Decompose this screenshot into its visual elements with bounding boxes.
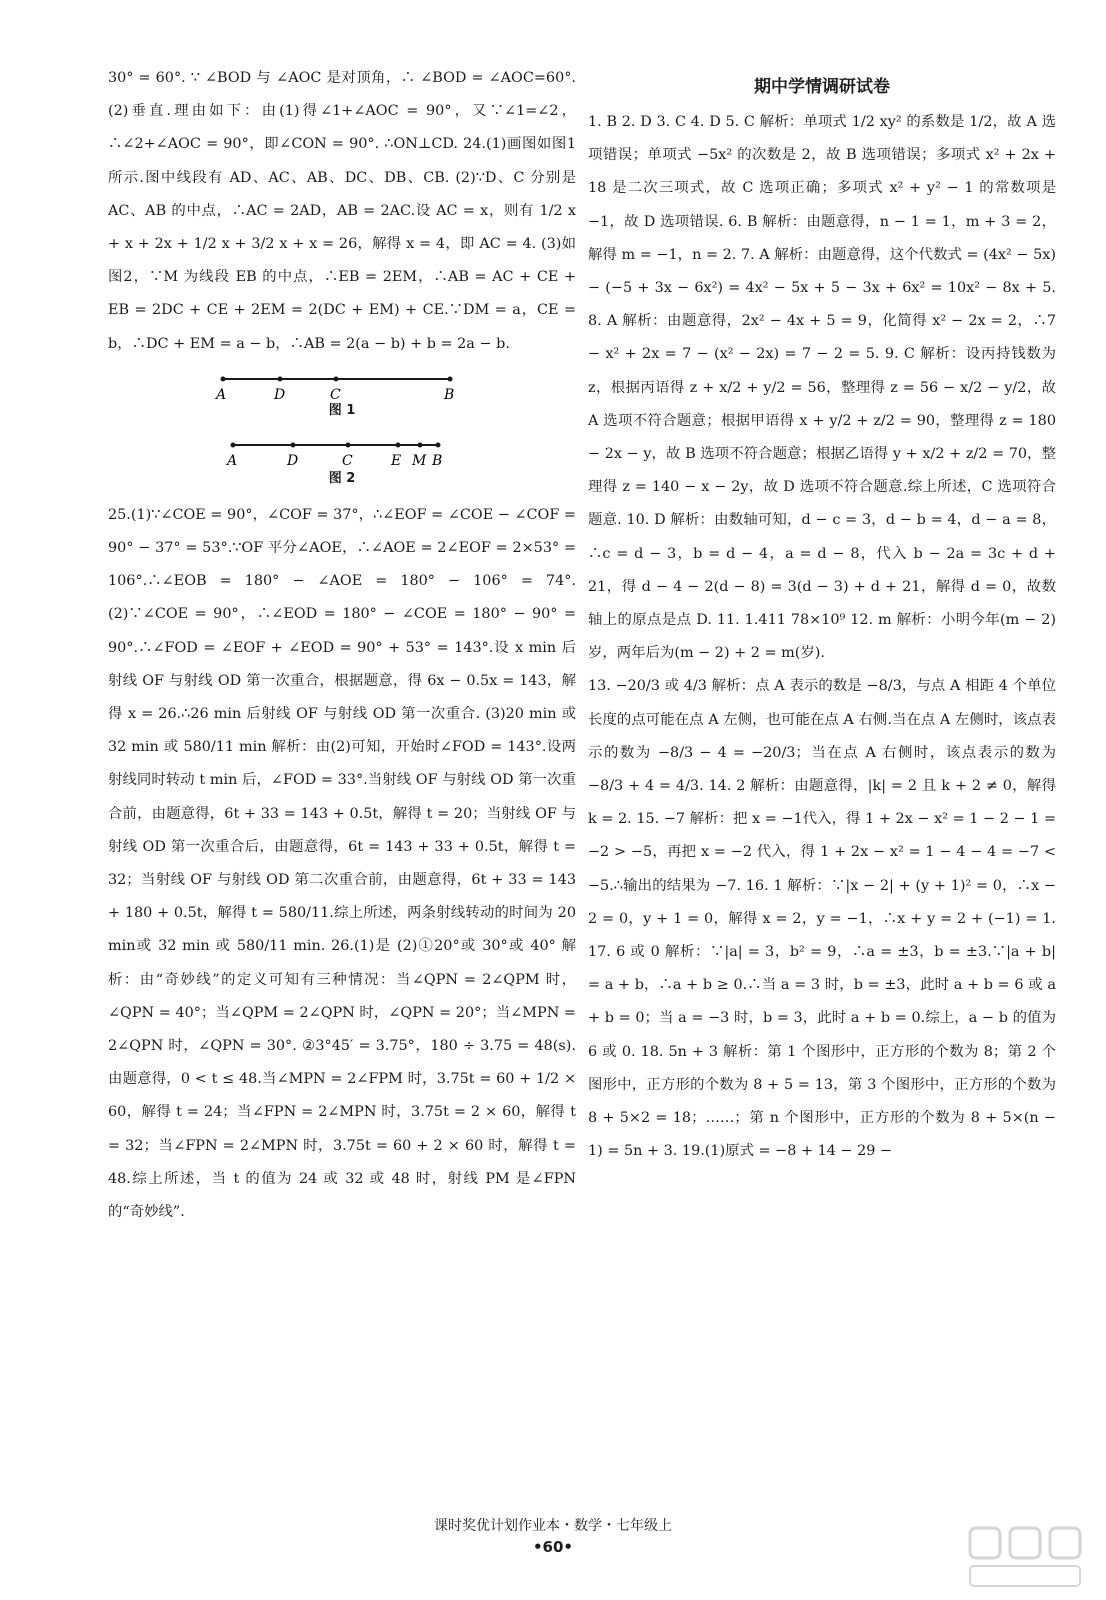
point-a-dot bbox=[221, 376, 226, 381]
fig2-label-c: C bbox=[342, 452, 353, 469]
fig2-label-b: B bbox=[432, 452, 443, 469]
watermark-logo-icon bbox=[966, 1524, 1086, 1590]
point-d2-dot bbox=[291, 442, 296, 447]
fig2-label-a: A bbox=[227, 452, 238, 469]
point-d-dot bbox=[278, 376, 283, 381]
answer-text-13-19: 13. −20/3 或 4/3 解析：点 A 表示的数是 −8/3，与点 A 相距 4 个单位长度的点可能在点 A 左侧，也可能在点 A 右侧.当在点 A 左侧时，该点表示的数为 −8/3 − 4 = −20/3；当在点 A 右侧时，该点表示的数为 −8/3 + 4 = 4/3. 14. 2 解析：由题意得，|k| = 2 且 k + 2 ≠ 0，解得 k = 2. 15. −7 解析：把 x = −1代入，得 1 + 2x − x² = 1 − 2 − 1 = −2 > −5，再把 x = −2 代入，得 1 + 2x − x² = 1 − 4 − 4 = −7 < −5.∴输出的结果为 −7. 16. 1 解析：∵|x − 2| + (y + 1)² = 0，∴x − 2 = 0，y + 1 = 0，解得 x = 2，y = −1，∴x + y = 2 + (−1) = 1. 17. 6 或 0 解析：∵|a| = 3，b² = 9，∴a = ±3，b = ±3.∵|a + b| = a + b，∴a + b ≥ 0.∴当 a = 3 时，b = ±3，此时 a + b = 6 或 a + b = 0；当 a = −3 时，b = 3，此时 a + b = 0.综上，a − b 的值为 6 或 0. 18. 5n + 3 解析：第 1 个图形中，正方形的个数为 8；第 2 个图形中，正方形的个数为 8 + 5 = 13，第 3 个图形中，正方形的个数为 8 + 5×2 = 18；……；第 n 个图形中，正方形的个数为 8 + 5×(n − 1) = 5n + 3. 19.(1)原式 = −8 + 14 − 29 − bbox=[588, 678, 1056, 1160]
fig1-label-a: A bbox=[216, 386, 227, 403]
fig2-label-e: E bbox=[391, 452, 402, 469]
point-e2-dot bbox=[396, 442, 401, 447]
left-column bbox=[108, 62, 576, 1229]
answer-text-1-12: 1. B 2. D 3. C 4. D 5. C 解析：单项式 1/2 xy² 的系数是 1/2，故 A 选项错误；单项式 −5x² 的次数是 2，故 B 选项错误；多项式 x² + 2x + 18 是二次三项式，故 C 选项正确；多项式 x² + y² − 1 的常数项是 −1，故 D 选项错误. 6. B 解析：由题意得，n − 1 = 1，m + 3 = 2，解得 m = −1，n = 2. 7. A 解析：由题意得，这个代数式 = (4x² − 5x) − (−5 + 3x − 6x²) = 4x² − 5x + 5 − 3x + 6x² = 10x² − 8x + 5. 8. A 解析：由题意得，2x² − 4x + 5 = 9，化简得 x² − 2x = 2，∴7 − x² + 2x = 7 − (x² − 2x) = 7 − 2 = 5. 9. C 解析：设丙持钱数为 z，根据丙语得 z + x/2 + y/2 = 56，整理得 z = 56 − x/2 − y/2，故 A 选项不符合题意；根据甲语得 x + y/2 + z/2 = 90，整理得 z = 180 − 2x − y，故 B 选项不符合题意；根据乙语得 y + x/2 + z/2 = 70，整理得 z = 140 − x − 2y，故 D 选项不符合题意.综上所述，C 选项符合题意. 10. D 解析：由数轴可知，d − c = 3，d − b = 4，d − a = 8，∴c = d − 3，b = d − 4，a = d − 8，代入 b − 2a = 3c + d + 21，得 d − 4 − 2(d − 8) = 3(d − 3) + d + 21，解得 d = 0，故数轴上的原点是点 D. 11. 1.411 78×10⁹ 12. m 解析：小明今年(m − 2)岁，两年后为(m − 2) + 2 = m(岁). bbox=[588, 114, 1056, 662]
fig1-label-d: D bbox=[274, 386, 286, 403]
figure-1-caption: 图 1 bbox=[328, 402, 356, 418]
point-a2-dot bbox=[231, 442, 236, 447]
page-number: •60• bbox=[532, 1538, 574, 1556]
figure-2-caption: 图 2 bbox=[328, 470, 356, 486]
figure-2 bbox=[108, 433, 576, 493]
point-m2-dot bbox=[418, 442, 423, 447]
book-title-footer: 课时奖优计划作业本・数学・七年级上 bbox=[434, 1518, 672, 1534]
point-b2-dot bbox=[436, 442, 441, 447]
fig1-label-c: C bbox=[330, 386, 341, 403]
point-c2-dot bbox=[346, 442, 351, 447]
point-b-dot bbox=[448, 376, 453, 381]
point-c-dot bbox=[334, 376, 339, 381]
exam-title: 期中学情调研试卷 bbox=[754, 77, 890, 97]
answer-text-23-24: 30° = 60°. ∵ ∠BOD 与 ∠AOC 是对顶角，∴ ∠BOD = ∠AOC=60°. (2)垂直.理由如下：由(1)得∠1+∠AOC = 90°，又∵∠1=∠2，∴∠2+∠AOC = 90°，即∠CON = 90°. ∴ON⊥CD. 24.(1)画图如图1所示.图中线段有 AD、AC、AB、DC、DB、CB. (2)∵D、C 分别是 AC、AB 的中点，∴AC = 2AD，AB = 2AC.设 AC = x，则有 1/2 x + x + 2x + 1/2 x + 3/2 x + x = 26，解得 x = 4，即 AC = 4. (3)如图2，∵M 为线段 EB 的中点，∴EB = 2EM，∴AB = AC + CE + EB = 2DC + CE + 2EM = 2(DC + EM) + CE.∵DM = a，CE = b，∴DC + EM = a − b，∴AB = 2(a − b) + b = 2a − b. bbox=[108, 70, 576, 352]
figure-1 bbox=[108, 367, 576, 419]
right-column bbox=[588, 62, 1056, 1169]
fig1-label-b: B bbox=[444, 386, 455, 403]
answer-text-25-26: 25.(1)∵∠COE = 90°，∠COF = 37°，∴∠EOF = ∠COE − ∠COF = 90° − 37° = 53°.∵OF 平分∠AOE，∴∠AOE = 2∠EOF = 2×53° = 106°.∴∠EOB = 180° − ∠AOE = 180° − 106° = 74°. (2)∵∠COE = 90°，∴∠EOD = 180° − ∠COE = 180° − 90° = 90°.∴∠FOD = ∠EOF + ∠EOD = 90° + 53° = 143°.设 x min 后射线 OF 与射线 OD 第一次重合，根据题意，得 6x − 0.5x = 143，解得 x = 26.∴26 min 后射线 OF 与射线 OD 第一次重合. (3)20 min 或 32 min 或 580/11 min 解析：由(2)可知，开始时∠FOD = 143°.设两射线同时转动 t min 后，∠FOD = 33°.当射线 OF 与射线 OD 第一次重合前，由题意得，6t + 33 = 143 + 0.5t，解得 t = 20；当射线 OF 与射线 OD 第一次重合后，由题意得，6t = 143 + 33 + 0.5t，解得 t = 32；当射线 OF 与射线 OD 第二次重合前，由题意得，6t + 33 = 143 + 180 + 0.5t，解得 t = 580/11.综上所述，两条射线转动的时间为 20 min或 32 min 或 580/11 min. 26.(1)是 (2)①20°或 30°或 40° 解析：由“奇妙线”的定义可知有三种情况：当∠QPN = 2∠QPM 时，∠QPN = 40°；当∠QPM = 2∠QPN 时，∠QPN = 20°；当∠MPN = 2∠QPN 时，∠QPN = 30°. ②3°45′ = 3.75°，180 ÷ 3.75 = 48(s).由题意得，0 < t ≤ 48.当∠MPN = 2∠FPM 时，3.75t = 60 + 1/2 × 60，解得 t = 24；当∠FPN = 2∠MPN 时，3.75t = 2 × 60，解得 t = 32；当∠FPN = 2∠MPN 时，3.75t = 60 + 2 × 60 时，解得 t = 48.综上所述，当 t 的值为 24 或 32 或 48 时，射线 PM 是∠FPN 的“奇妙线”. bbox=[108, 506, 576, 1221]
fig2-label-m: M bbox=[412, 452, 427, 469]
fig2-label-d: D bbox=[287, 452, 299, 469]
figure-2-diagram bbox=[108, 433, 576, 473]
